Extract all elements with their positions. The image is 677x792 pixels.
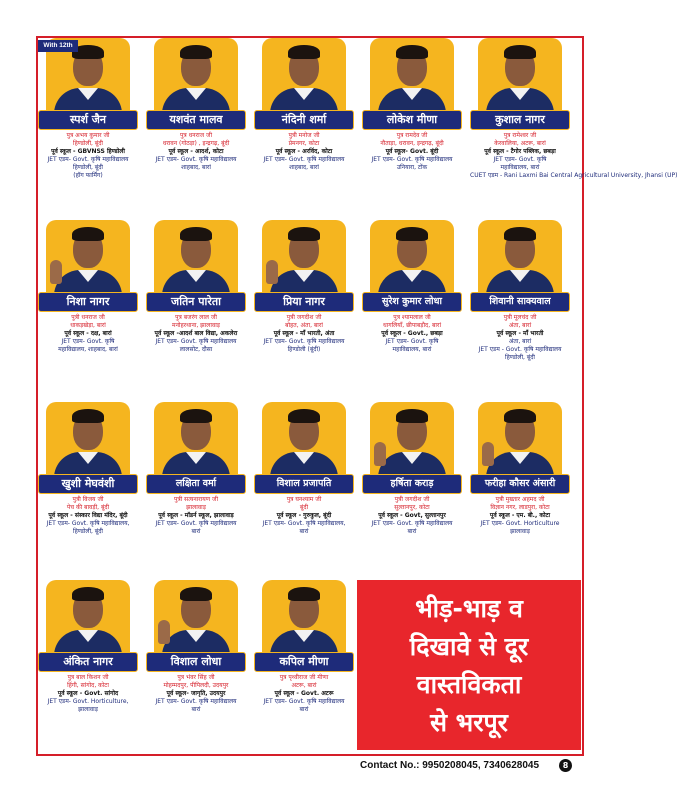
student-name: कपिल मीणा xyxy=(254,652,354,672)
previous-school: पूर्व स्कूल - Govt. सांगोद xyxy=(57,690,119,697)
jet-college-location: झालावाड़ xyxy=(78,706,98,713)
jet-admission: JET एडम- Govt. कृषि महाविद्यालय xyxy=(47,156,129,163)
jet-college-location: बारां xyxy=(191,706,201,713)
parent-name: पुत्री सत्यनारायण जी xyxy=(173,496,219,503)
student-name: शिवानी साक्यवाल xyxy=(470,292,570,312)
previous-school: पूर्व स्कूल - दक्ष, बारां xyxy=(64,330,112,337)
student-card xyxy=(38,580,138,714)
jet-admission: JET एडम- Govt. Horticulture xyxy=(480,520,560,527)
student-info xyxy=(362,132,462,172)
student-name: खुशी मेघवंशी xyxy=(38,474,138,494)
parent-name: पुत्री जगदीश जी xyxy=(394,496,430,503)
previous-school: पूर्व स्कूल - टैगोर पब्लिक, छबड़ा xyxy=(484,148,556,155)
student-name: स्पर्श जैन xyxy=(38,110,138,130)
slogan-banner xyxy=(357,580,581,750)
student-info xyxy=(38,314,138,354)
student-name: फरीहा कौसर अंसारी xyxy=(470,474,570,494)
student-address: अटरू, बारां xyxy=(291,682,317,689)
parent-name: पुत्र घनश्याम जी xyxy=(286,496,322,503)
student-address: अंता, बारां xyxy=(508,322,532,329)
student-info xyxy=(254,132,354,172)
parent-name: पुत्र धनराज जी xyxy=(179,132,213,139)
parent-name: पुत्री धनराज जी xyxy=(71,314,105,321)
student-info xyxy=(254,314,354,354)
jet-college-location: हिण्डोली (बूंदी) xyxy=(287,346,321,353)
student-card xyxy=(254,220,354,354)
student-card xyxy=(470,402,570,536)
student-name: यशवंत मालव xyxy=(146,110,246,130)
student-info xyxy=(254,496,354,536)
jet-admission: JET एडम- Govt. Horticulture, xyxy=(47,698,129,705)
student-address: सुल्तानपुर, कोटा xyxy=(394,504,430,511)
student-address: झालावाड़ xyxy=(186,504,206,511)
student-address: बोहत, अंता, बारां xyxy=(285,322,323,329)
jet-admission: JET एडम- Govt. कृषि महाविद्यालय xyxy=(155,156,237,163)
jet-college-location: हिण्डोली, बूंदी xyxy=(73,528,103,535)
jet-admission: JET एडम- Govt. कृषि महाविद्यालय xyxy=(371,520,453,527)
previous-school: पूर्व स्कूल - माँ भारती xyxy=(496,330,544,337)
page-number: 8 xyxy=(559,759,572,772)
student-address: केरवालिया, अटरू, बारां xyxy=(494,140,546,147)
student-name: नंदिनी शर्मा xyxy=(254,110,354,130)
jet-admission: JET एडम- Govt. कृषि xyxy=(385,338,439,345)
student-card xyxy=(38,38,138,180)
jet-admission: JET एडम- Govt. कृषि महाविद्यालय xyxy=(155,520,237,527)
student-name: विशाल प्रजापति xyxy=(254,474,354,494)
student-card xyxy=(146,402,246,536)
student-card xyxy=(146,38,246,172)
student-card xyxy=(470,220,570,362)
student-name: अंकित नागर xyxy=(38,652,138,672)
jet-college-location: लालसोट, दौसा xyxy=(179,346,213,353)
student-name: लक्षिता वर्मा xyxy=(146,474,246,494)
parent-name: पुत्र श्यामलाल जी xyxy=(393,314,431,321)
student-address: धागलियाँ, छीपाबड़ौद, बारां xyxy=(383,322,441,329)
student-info xyxy=(146,674,246,714)
student-info xyxy=(146,132,246,172)
parent-name: पुत्र रामदेव जी xyxy=(396,132,428,139)
student-info xyxy=(38,132,138,180)
student-name: हर्षिता कराड़ xyxy=(362,474,462,494)
previous-school: पूर्व स्कूल - Govt. अटरू xyxy=(274,690,334,697)
jet-admission: JET एडम- Govt. कृषि xyxy=(493,156,547,163)
student-address: मोहम्मदपुर, पीपिलदी, उदयपुर xyxy=(163,682,229,689)
previous-school: पूर्व स्कूल - आदर्श, कोटा xyxy=(168,148,224,155)
student-address: विज्ञान नगर, लाडपुरा, कोटा xyxy=(490,504,550,511)
student-info xyxy=(362,496,462,536)
student-card xyxy=(362,38,462,172)
student-card xyxy=(362,402,462,536)
jet-college-location: हिण्डोली, बूंदी xyxy=(73,164,103,171)
previous-school: पूर्व स्कूल - संस्कार विद्या मंदिर, बूंदी xyxy=(48,512,128,519)
student-info xyxy=(38,674,138,714)
jet-admission: JET एडम- Govt. कृषि महाविद्यालय, xyxy=(46,520,130,527)
jet-college-location: महाविद्यालय, बारां xyxy=(392,346,432,353)
previous-school: पूर्व स्कूल - मॉडर्न स्कूल, झालावाड़ xyxy=(158,512,234,519)
parent-name: पुत्री विजय जी xyxy=(72,496,104,503)
student-info xyxy=(146,496,246,536)
student-name: निशा नागर xyxy=(38,292,138,312)
jet-college-location: महाविद्यालय, बारां xyxy=(500,164,540,171)
with-12th-badge: With 12th xyxy=(38,40,78,52)
extra-note: CUET एडम - Rani Laxmi Bai Central Agricultural University, Jhansi (UP) xyxy=(470,172,677,179)
student-info xyxy=(470,496,570,536)
parent-name: पुत्री मनोज जी xyxy=(288,132,320,139)
previous-school: पूर्व स्कूल - Govt, सुल्तानपुर xyxy=(378,512,446,519)
jet-college-location: बारां xyxy=(407,528,417,535)
previous-school: पूर्व स्कूल - गुरुकुल, बूंदी xyxy=(276,512,332,519)
student-card xyxy=(146,220,246,354)
jet-admission: अंता, बारां xyxy=(508,338,532,345)
student-card xyxy=(254,402,354,536)
jet-college-location: महाविद्यालय, शाहबाद, बारां xyxy=(58,346,118,353)
previous-school: पूर्व स्कूल - एम. बी., कोटा xyxy=(489,512,551,519)
jet-college-location: बारां xyxy=(299,528,309,535)
student-name: कुशाल नागर xyxy=(470,110,570,130)
jet-admission: JET एडम- Govt. कृषि महाविद्यालय xyxy=(263,156,345,163)
student-card xyxy=(362,220,462,354)
slogan-line-4: से भरपूर xyxy=(430,708,508,737)
previous-school: पूर्व स्कूल - Govt., छबड़ा xyxy=(381,330,443,337)
jet-college-location: झालावाड़ xyxy=(510,528,530,535)
jet-college-location: शाहबाद, बारां xyxy=(181,164,211,171)
previous-school: पूर्व स्कूल - माँ भारती, अंता xyxy=(273,330,335,337)
student-name: सुरेश कुमार लोधा xyxy=(362,292,462,312)
parent-name: पुत्री मूलचंद जी xyxy=(503,314,537,321)
jet-college-location: शाहबाद, बारां xyxy=(289,164,319,171)
parent-name: पुत्र भंवर सिंह जी xyxy=(177,674,215,681)
student-address: प्रेमनगर, कोटा xyxy=(288,140,320,147)
parent-name: पुत्र पृथ्वीराज जी मीणा xyxy=(279,674,329,681)
previous-school: पूर्व स्कूल - GBVNSS हिण्डोली xyxy=(51,148,125,155)
jet-college-location: JET एडम - Govt. कृषि महाविद्यालय xyxy=(478,346,562,353)
student-info xyxy=(38,496,138,536)
parent-name: पुत्र रामेश्वर जी xyxy=(503,132,537,139)
previous-school: पूर्व स्कूल- जागृति, उदयपुर xyxy=(166,690,226,697)
student-name: विशाल लोधा xyxy=(146,652,246,672)
jet-college-location: उनियारा, टोंक xyxy=(396,164,428,171)
parent-name: पुत्र बजरंग लाल जी xyxy=(175,314,217,321)
extra-note: (हॉग फार्मिंग) xyxy=(73,172,103,179)
student-address: मनोहरथाना, झालावाड़ xyxy=(171,322,220,329)
jet-admission: JET एडम- Govt. कृषि महाविद्यालय xyxy=(371,156,453,163)
slogan-line-1: भीड़-भाड़ व xyxy=(415,594,523,623)
extra-note: हिण्डोली, बूंदी xyxy=(505,354,535,361)
jet-college-location: बारां xyxy=(299,706,309,713)
student-address: धाकड़खेड़ा, बारां xyxy=(70,322,106,329)
student-info xyxy=(470,314,570,362)
student-address: हिण्डोली, बूंदी xyxy=(73,140,103,147)
parent-name: पुत्र बाल किशन जी xyxy=(67,674,109,681)
student-address: हिंगी, सांगोद, कोटा xyxy=(67,682,109,689)
student-card xyxy=(254,38,354,172)
parent-name: पुत्री जगदीश जी xyxy=(286,314,322,321)
parent-name: पुत्री मुख्तार अहमद जी xyxy=(495,496,545,503)
student-address: नौताड़ा, धरावन, इन्द्रगढ़, बूंदी xyxy=(380,140,444,147)
jet-college-location: बारां xyxy=(191,528,201,535)
previous-school: पूर्व स्कूल -आदर्श बाल विद्या, अकलेरा xyxy=(154,330,238,337)
student-address: बूंदी xyxy=(299,504,309,511)
student-name: प्रिया नागर xyxy=(254,292,354,312)
student-info xyxy=(362,314,462,354)
student-address: पेच की बावड़ी, बूंदी xyxy=(66,504,110,511)
previous-school: पूर्व स्कूल- Govt. बूंदी xyxy=(385,148,439,155)
jet-admission: JET एडम- Govt. कृषि महाविद्यालय xyxy=(155,338,237,345)
student-info xyxy=(254,674,354,714)
previous-school: पूर्व स्कूल - अरविंद, कोटा xyxy=(275,148,333,155)
parent-name: पुत्र अभय कुमार जी xyxy=(66,132,110,139)
student-name: जतिन पारेता xyxy=(146,292,246,312)
contact-numbers: Contact No.: 9950208045, 7340628045 xyxy=(360,760,540,771)
student-name: लोकेश मीणा xyxy=(362,110,462,130)
student-card xyxy=(38,220,138,354)
student-card xyxy=(254,580,354,714)
jet-admission: JET एडम- Govt. कृषि महाविद्यालय, xyxy=(262,520,346,527)
student-card xyxy=(38,402,138,536)
student-card xyxy=(470,38,677,180)
jet-admission: JET एडम- Govt. कृषि महाविद्यालय xyxy=(155,698,237,705)
jet-admission: JET एडम- Govt. कृषि महाविद्यालय xyxy=(263,338,345,345)
jet-admission: JET एडम- Govt. कृषि xyxy=(61,338,115,345)
slogan-line-2: दिखावे से दूर xyxy=(409,632,529,661)
student-info xyxy=(146,314,246,354)
student-address: धरावन (गोठड़ा) , इन्द्रगढ़, बूंदी xyxy=(162,140,230,147)
slogan-line-3: वास्तविकता xyxy=(416,670,522,699)
student-card xyxy=(146,580,246,714)
jet-admission: JET एडम- Govt. कृषि महाविद्यालय xyxy=(263,698,345,705)
student-info xyxy=(470,132,677,180)
